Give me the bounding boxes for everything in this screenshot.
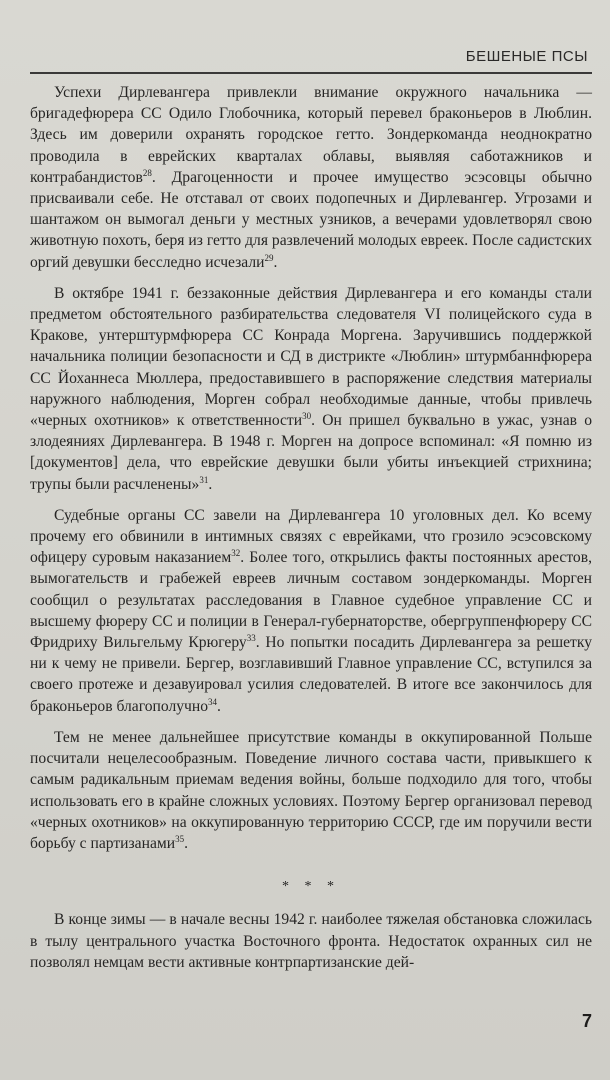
footnote-ref: 35: [175, 833, 185, 844]
text-run: .: [184, 834, 188, 852]
final-paragraph: В конце зимы — в начале весны 1942 г. наиболее тяжелая обстановка сложилась в тылу центрального участка Восточного фронта. Недостаток охранных сил не позволял немцам вести активные контрпартизанские дей-: [30, 911, 592, 971]
text-run: .: [273, 253, 278, 271]
footnote-ref: 31: [199, 474, 209, 485]
page-number: 7: [581, 1011, 592, 1031]
paragraph: [30, 283, 592, 495]
footnote-ref: 33: [246, 632, 256, 643]
body-text: [30, 82, 592, 973]
paragraph-list: [30, 82, 592, 854]
text-run: Судебные органы СС завели на Дирлевангера 10 уголовных дел. Ко всему прочему его обвинили в интимных связях с еврейками, что грозило эсэсовскому офицеру суровым наказанием: [30, 506, 592, 567]
footnote-ref: 30: [302, 410, 312, 421]
page-header: [30, 40, 592, 74]
footnote-ref: 29: [264, 252, 274, 263]
text-run: . Драгоценности и прочее имущество эсэсовцы обычно присваивали себе. Не отставал от своих подопечных и Дирлевангер. Угрозами и шантажом он вымогал деньги у местных узников, а вечерами удовлетворял свою животную похоть, беря из гетто для развлечений молодых евреек. После садистских оргий девушки бесследно исчезали: [30, 168, 592, 271]
text-run: Тем не менее дальнейшее присутствие команды в оккупированной Польше посчитали нецелесообразным. Поведение личного состава части, привыкшего к самым радикальным приемам ведения войны, больше подходило для того, чтобы использовать его в крайне сложных условиях. Поэтому Бергер организовал перевод «черных охотников» на оккупированную территорию СССР, где им поручили вести борьбу с партизанами: [30, 728, 592, 852]
footnote-ref: 34: [208, 696, 218, 707]
text-run: Успехи Дирлевангера привлекли внимание окружного начальника — бригадефюрера СС Одило Глобочника, который перевел браконьеров в Люблин. Здесь им доверили охранять городское гетто. Зондеркоманда неоднократно проводила в еврейских кварталах облавы, выявляя саботажников и контрабандистов: [30, 84, 592, 186]
paragraph: [30, 505, 592, 717]
text-run: В октябре 1941 г. беззаконные действия Дирлевангера и его команды стали предметом обстоятельного разбирательства следователя VI полицейского суда в Кракове, унтерштурмфюрера СС Конрада Моргена. Заручившись поддержкой начальника полиции безопасности и СД в дистрикте «Люблин» штурмбаннфюрера СС Йоханнеса Мюллера, предоставившего в распоряжение следствия материалы наружного наблюдения, Морген собрал необходимые данные, чтобы привлечь «черных охотников» к ответственности: [30, 284, 592, 430]
text-run: .: [208, 475, 213, 493]
paragraph: [30, 82, 592, 273]
text-run: . Более того, открылись факты постоянных арестов, вымогательств и грабежей евреев личным составом зондеркоманды. Морген сообщил о результатах расследования в Главное судебное управление СС и высшему фюреру СС и полиции в Генерал-губернаторстве, обергруппенфюреру СС Фридриху Вильгельму Крюгеру: [30, 549, 592, 652]
text-run: . Он пришел буквально в ужас, узнав о злодеяниях Дирлевангера. В 1948 г. Морген на допросе вспоминал: «Я помню из [документов] дела, что еврейские девушки были убиты инъекцией стрихнина; трупы были расчленены»: [30, 412, 593, 493]
running-head: БЕШЕНЫЕ ПСЫ: [465, 48, 588, 65]
text-run: .: [217, 697, 221, 715]
paragraph: [30, 727, 592, 854]
text-run: . Но попытки посадить Дирлевангера за решетку ни к чему не привели. Бергер, возглавивший Главное управление СС, вступился за своего протеже и дезавуировал усилия следователей. В итоге все закончилось для браконьеров благополучно: [30, 634, 592, 715]
footnote-ref: 32: [231, 548, 241, 559]
footnote-ref: 28: [142, 167, 152, 178]
section-separator: * * *: [282, 879, 340, 895]
